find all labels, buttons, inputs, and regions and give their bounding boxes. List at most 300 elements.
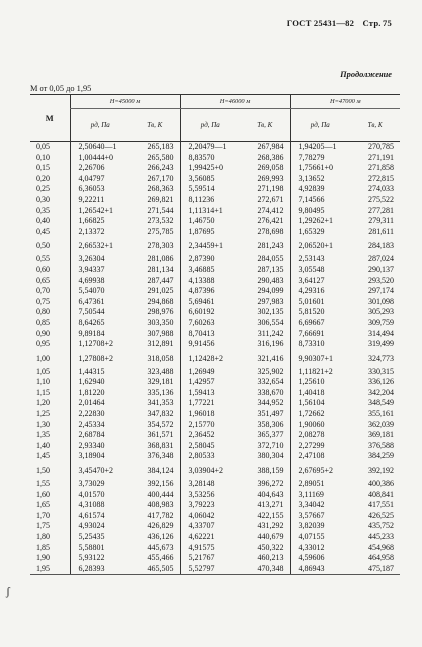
- cell-temp-2: 269,058: [257, 163, 284, 173]
- cell-pressure-3: 9,90307+1: [290, 350, 350, 367]
- cell-temp-1: 426,829: [147, 521, 174, 531]
- cell-temp-2: 396,272: [257, 479, 284, 489]
- cell-pressure-2: 1,46750: [180, 216, 240, 227]
- cell-pressure-2: 2,58045: [180, 441, 240, 452]
- cell-temp-1: 269,821: [147, 194, 174, 204]
- cell-mach: 1,55: [36, 479, 50, 489]
- cell-pressure-3: 4,92839: [290, 184, 350, 195]
- cell-pressure-3: 3,11169: [290, 490, 350, 501]
- cell-mach: 1,80: [36, 532, 50, 541]
- cell-temp-3: 454,968: [368, 542, 394, 552]
- cell-temp-3: 277,281: [368, 205, 394, 215]
- cell-temp-1: 307,988: [147, 328, 174, 338]
- cell-pressure-1: 3,73029: [70, 479, 130, 490]
- cell-pressure-3: 2,06520+1: [290, 237, 350, 254]
- cell-temp-3: 287,024: [368, 254, 394, 264]
- table-row: [30, 564, 400, 575]
- table-row: [30, 543, 400, 554]
- cell-mach: 0,75: [36, 296, 50, 306]
- cell-pressure-2: 1,11314+1: [180, 206, 240, 217]
- cell-pressure-1: 2,68784: [70, 430, 130, 441]
- cell-pressure-1: 3,94337: [70, 265, 130, 276]
- cell-pressure-2: 5,21767: [180, 553, 240, 564]
- cell-pressure-1: 6,28393: [70, 564, 130, 575]
- cell-temp-2: 290,483: [257, 275, 284, 285]
- cell-temp-3: 305,293: [368, 307, 394, 317]
- cell-pressure-2: 1,42957: [180, 377, 240, 388]
- cell-mach: 1,35: [36, 430, 50, 440]
- cell-pressure-3: 7,14566: [290, 195, 350, 206]
- table-row: [30, 163, 400, 174]
- cell-pressure-3: 1,72662: [290, 409, 350, 420]
- table-row: [30, 216, 400, 227]
- cell-pressure-3: 1,90060: [290, 420, 350, 431]
- table-row: [30, 532, 400, 543]
- range-label: М от 0,05 до 1,95: [30, 84, 92, 93]
- table-row: [30, 388, 400, 399]
- cell-temp-1: 291,025: [147, 286, 174, 296]
- cell-temp-2: 388,159: [257, 466, 284, 476]
- cell-mach: 0,55: [36, 254, 50, 264]
- cell-mach: 1,00: [36, 353, 50, 363]
- cell-pressure-1: 4,69938: [70, 276, 130, 287]
- cell-pressure-3: 3,64127: [290, 276, 350, 287]
- cell-temp-1: 368,831: [147, 440, 174, 450]
- cell-temp-3: 376,588: [368, 440, 394, 450]
- cell-temp-2: 440,679: [257, 532, 284, 541]
- standard-number: ГОСТ 25431—82: [286, 18, 355, 28]
- cell-temp-2: 325,902: [257, 366, 284, 376]
- cell-temp-1: 303,350: [147, 317, 174, 327]
- page-header: [281, 18, 392, 28]
- cell-pressure-2: 6,60192: [180, 307, 240, 318]
- cell-mach: 1,30: [36, 419, 50, 429]
- cell-pressure-1: 1,62940: [70, 377, 130, 388]
- cell-temp-3: 408,841: [368, 489, 394, 499]
- cell-pressure-2: 4,91575: [180, 543, 240, 554]
- cell-pressure-2: 8,70413: [180, 329, 240, 340]
- cell-temp-3: 281,611: [368, 226, 394, 236]
- cell-pressure-2: 5,59514: [180, 184, 240, 195]
- header-temp-1: Tв, К: [130, 109, 180, 142]
- table-row: [30, 184, 400, 195]
- cell-temp-1: 436,126: [147, 532, 174, 541]
- cell-temp-2: 294,099: [257, 286, 284, 296]
- cell-pressure-3: 4,33012: [290, 543, 350, 554]
- cell-pressure-3: 3,57667: [290, 511, 350, 522]
- cell-pressure-1: 1,81220: [70, 388, 130, 399]
- cell-pressure-2: 5,69461: [180, 297, 240, 308]
- table-row: [30, 265, 400, 276]
- table-row: [30, 511, 400, 522]
- cell-temp-3: 369,181: [368, 430, 394, 440]
- cell-pressure-3: 1,25610: [290, 377, 350, 388]
- cell-temp-3: 274,033: [368, 184, 394, 194]
- cell-pressure-3: 2,67695+2: [290, 462, 350, 479]
- cell-pressure-2: 3,46885: [180, 265, 240, 276]
- cell-mach: 1,10: [36, 377, 50, 387]
- cell-pressure-2: 4,33707: [180, 521, 240, 532]
- cell-pressure-1: 2,50640—1: [70, 142, 130, 153]
- table-row: [30, 367, 400, 378]
- header-altitude-2: H=46000 м: [180, 95, 290, 109]
- cell-temp-1: 267,170: [147, 173, 174, 183]
- cell-mach: 1,40: [36, 440, 50, 450]
- cell-temp-2: 271,198: [257, 184, 284, 194]
- data-table-wrapper: [30, 94, 400, 575]
- cell-pressure-3: 1,65329: [290, 227, 350, 238]
- cell-pressure-1: 4,61574: [70, 511, 130, 522]
- cell-pressure-2: 2,36452: [180, 430, 240, 441]
- cell-mach: 0,90: [36, 328, 50, 338]
- cell-pressure-1: 7,50544: [70, 307, 130, 318]
- cell-temp-1: 341,353: [147, 398, 174, 408]
- cell-temp-2: 287,135: [257, 264, 284, 274]
- cell-pressure-1: 9,89184: [70, 329, 130, 340]
- cell-temp-1: 287,447: [147, 275, 174, 285]
- cell-temp-2: 316,196: [257, 339, 284, 349]
- cell-pressure-1: 2,45334: [70, 420, 130, 431]
- cell-pressure-2: 7,60263: [180, 318, 240, 329]
- table-row: [30, 254, 400, 265]
- cell-temp-1: 361,571: [147, 430, 174, 440]
- cell-pressure-2: 2,20479—1: [180, 142, 240, 153]
- page-number: Стр. 75: [362, 18, 392, 28]
- table-row: [30, 430, 400, 441]
- cell-temp-1: 392,156: [147, 479, 174, 489]
- table-row: [30, 276, 400, 287]
- cell-pressure-1: 5,54070: [70, 286, 130, 297]
- cell-temp-3: 330,315: [368, 366, 394, 376]
- cell-temp-2: 268,386: [257, 152, 284, 162]
- cell-temp-1: 298,976: [147, 307, 174, 317]
- table-row: [30, 195, 400, 206]
- cell-temp-3: 355,161: [368, 409, 394, 419]
- cell-pressure-1: 1,26542+1: [70, 206, 130, 217]
- cell-mach: 0,65: [36, 275, 50, 285]
- cell-pressure-3: 1,94205—1: [290, 142, 350, 153]
- cell-pressure-3: 1,75661+0: [290, 163, 350, 174]
- cell-temp-3: 297,174: [368, 286, 394, 296]
- cell-temp-2: 413,271: [257, 500, 284, 510]
- cell-pressure-1: 5,58801: [70, 543, 130, 554]
- cell-temp-1: 312,891: [147, 339, 174, 349]
- cell-pressure-2: 1,26949: [180, 367, 240, 378]
- cell-pressure-3: 3,13652: [290, 174, 350, 185]
- table-row: [30, 553, 400, 564]
- cell-pressure-1: 1,66825: [70, 216, 130, 227]
- cell-temp-2: 278,698: [257, 226, 284, 236]
- cell-temp-1: 347,832: [147, 409, 174, 419]
- header-temp-2: Tв, К: [240, 109, 290, 142]
- cell-mach: 1,05: [36, 366, 50, 376]
- cell-temp-3: 342,204: [368, 387, 394, 397]
- table-row: [30, 227, 400, 238]
- cell-temp-3: 426,525: [368, 510, 394, 520]
- cell-pressure-1: 3,18904: [70, 451, 130, 462]
- cell-pressure-1: 2,01464: [70, 398, 130, 409]
- cell-temp-1: 335,136: [147, 387, 174, 397]
- table-row: [30, 206, 400, 217]
- cell-temp-2: 344,952: [257, 398, 284, 408]
- cell-mach: 1,65: [36, 500, 50, 510]
- continuation-label: Продолжение: [340, 70, 392, 79]
- cell-pressure-3: 2,53143: [290, 254, 350, 265]
- cell-pressure-2: 4,62221: [180, 532, 240, 543]
- table-row: [30, 409, 400, 420]
- cell-pressure-1: 4,04797: [70, 174, 130, 185]
- table-row: [30, 339, 400, 350]
- cell-temp-3: 400,386: [368, 479, 394, 489]
- cell-pressure-1: 4,93024: [70, 521, 130, 532]
- cell-pressure-3: 4,07155: [290, 532, 350, 543]
- cell-mach: 0,50: [36, 241, 50, 251]
- cell-pressure-2: 1,12428+2: [180, 350, 240, 367]
- table-row: [30, 377, 400, 388]
- cell-temp-2: 422,155: [257, 510, 284, 520]
- cell-temp-3: 348,549: [368, 398, 394, 408]
- cell-temp-2: 284,055: [257, 254, 284, 264]
- cell-temp-3: 293,520: [368, 275, 394, 285]
- table-row: [30, 286, 400, 297]
- cell-pressure-2: 3,53256: [180, 490, 240, 501]
- cell-pressure-3: 4,86943: [290, 564, 350, 575]
- header-altitude-3: H=47000 м: [290, 95, 400, 109]
- cell-temp-1: 323,488: [147, 366, 174, 376]
- cell-temp-3: 324,773: [368, 353, 394, 363]
- cell-temp-1: 281,134: [147, 264, 174, 274]
- cell-temp-3: 319,499: [368, 339, 394, 349]
- cell-temp-3: 445,233: [368, 532, 394, 541]
- cell-mach: 0,70: [36, 286, 50, 296]
- cell-mach: 1,85: [36, 542, 50, 552]
- table-row: [30, 350, 400, 367]
- cell-temp-2: 276,421: [257, 216, 284, 226]
- cell-pressure-1: 9,22211: [70, 195, 130, 206]
- cell-pressure-2: 4,87396: [180, 286, 240, 297]
- cell-mach: 1,45: [36, 451, 50, 461]
- cell-pressure-3: 1,56104: [290, 398, 350, 409]
- cell-pressure-2: 3,28148: [180, 479, 240, 490]
- table-row: [30, 174, 400, 185]
- cell-mach: 1,95: [30, 564, 70, 575]
- cell-pressure-1: 3,45470+2: [70, 462, 130, 479]
- cell-temp-1: 265,183: [147, 142, 174, 151]
- cell-temp-2: 380,304: [257, 451, 284, 461]
- cell-temp-1: 265,580: [147, 152, 174, 162]
- table-row: [30, 297, 400, 308]
- header-altitude-1: H=45000 м: [70, 95, 180, 109]
- cell-pressure-3: 2,27299: [290, 441, 350, 452]
- cell-pressure-1: 2,66532+1: [70, 237, 130, 254]
- cell-pressure-1: 4,01570: [70, 490, 130, 501]
- cell-pressure-3: 5,81520: [290, 307, 350, 318]
- cell-mach: 0,15: [36, 163, 50, 173]
- cell-pressure-3: 2,08278: [290, 430, 350, 441]
- cell-pressure-2: 3,03904+2: [180, 462, 240, 479]
- cell-pressure-3: 9,80495: [290, 206, 350, 217]
- table-row: [30, 500, 400, 511]
- cell-pressure-3: 8,73310: [290, 339, 350, 350]
- table-row: [30, 451, 400, 462]
- cell-temp-1: 465,505: [130, 564, 180, 575]
- cell-pressure-2: 2,15770: [180, 420, 240, 431]
- cell-temp-1: 445,673: [147, 542, 174, 552]
- cell-temp-2: 269,993: [257, 173, 284, 183]
- cell-mach: 0,10: [36, 152, 50, 162]
- cell-mach: 1,70: [36, 510, 50, 520]
- cell-pressure-2: 2,80533: [180, 451, 240, 462]
- cell-mach: 0,60: [36, 264, 50, 274]
- cell-temp-3: 314,494: [368, 328, 394, 338]
- cell-temp-3: 301,098: [368, 296, 394, 306]
- cell-pressure-2: 1,96018: [180, 409, 240, 420]
- cell-mach: 1,25: [36, 409, 50, 419]
- cell-temp-2: 306,554: [257, 317, 284, 327]
- cell-temp-2: 431,292: [257, 521, 284, 531]
- cell-temp-2: 272,671: [257, 194, 284, 204]
- header-pressure-2: pд, Па: [180, 109, 240, 142]
- table-row: [30, 420, 400, 431]
- cell-temp-3: 270,785: [368, 142, 394, 151]
- cell-mach: 0,05: [36, 142, 50, 151]
- cell-pressure-1: 5,93122: [70, 553, 130, 564]
- cell-temp-2: 274,412: [257, 205, 284, 215]
- cell-temp-1: 275,785: [147, 226, 174, 236]
- margin-mark: ʃ: [6, 584, 10, 598]
- cell-mach: 1,60: [36, 489, 50, 499]
- cell-temp-1: 318,058: [147, 353, 174, 363]
- cell-pressure-2: 1,99425+0: [180, 163, 240, 174]
- cell-mach: 0,80: [36, 307, 50, 317]
- cell-pressure-2: 3,79223: [180, 500, 240, 511]
- cell-pressure-1: 1,27808+2: [70, 350, 130, 367]
- cell-mach: 1,20: [36, 398, 50, 408]
- cell-temp-3: 271,858: [368, 163, 394, 173]
- header-pressure-1: pд, Па: [70, 109, 130, 142]
- cell-pressure-1: 2,93340: [70, 441, 130, 452]
- cell-pressure-3: 2,89051: [290, 479, 350, 490]
- table-row: [30, 490, 400, 501]
- cell-temp-2: 358,306: [257, 419, 284, 429]
- cell-temp-3: 272,815: [368, 173, 394, 183]
- table-row: [30, 153, 400, 164]
- cell-mach: 0,35: [36, 205, 50, 215]
- table-row: [30, 521, 400, 532]
- cell-pressure-3: 3,82039: [290, 521, 350, 532]
- cell-pressure-1: 8,64265: [70, 318, 130, 329]
- cell-temp-1: 271,544: [147, 205, 174, 215]
- cell-temp-3: 309,759: [368, 317, 394, 327]
- cell-temp-1: 354,572: [147, 419, 174, 429]
- cell-temp-3: 284,183: [368, 241, 394, 251]
- cell-temp-3: 417,551: [368, 500, 394, 510]
- cell-pressure-1: 2,13372: [70, 227, 130, 238]
- cell-temp-2: 470,348: [240, 564, 290, 575]
- cell-pressure-2: 8,83570: [180, 153, 240, 164]
- cell-temp-3: 384,259: [368, 451, 394, 461]
- cell-temp-1: 281,086: [147, 254, 174, 264]
- cell-temp-1: 294,868: [147, 296, 174, 306]
- cell-mach: 0,85: [36, 317, 50, 327]
- cell-pressure-1: 1,44315: [70, 367, 130, 378]
- cell-temp-2: 311,242: [257, 328, 284, 338]
- cell-temp-1: 376,348: [147, 451, 174, 461]
- cell-pressure-1: 1,00444+0: [70, 153, 130, 164]
- cell-temp-3: 435,752: [368, 521, 394, 531]
- cell-temp-1: 417,782: [147, 510, 174, 520]
- cell-pressure-2: 9,91456: [180, 339, 240, 350]
- table-row: [30, 479, 400, 490]
- cell-pressure-1: 3,26304: [70, 254, 130, 265]
- cell-pressure-2: 1,77221: [180, 398, 240, 409]
- cell-pressure-2: 2,34459+1: [180, 237, 240, 254]
- cell-mach: 0,45: [36, 226, 50, 236]
- cell-pressure-3: 3,05548: [290, 265, 350, 276]
- table-row: [30, 142, 400, 153]
- cell-temp-2: 351,497: [257, 409, 284, 419]
- cell-pressure-1: 5,25435: [70, 532, 130, 543]
- table-row: [30, 307, 400, 318]
- cell-temp-2: 372,710: [257, 440, 284, 450]
- cell-temp-2: 281,243: [257, 241, 284, 251]
- cell-temp-3: 475,187: [350, 564, 400, 575]
- cell-temp-3: 271,191: [368, 152, 394, 162]
- table-row: [30, 318, 400, 329]
- cell-temp-1: 268,363: [147, 184, 174, 194]
- cell-pressure-3: 2,47108: [290, 451, 350, 462]
- cell-temp-2: 321,416: [257, 353, 284, 363]
- cell-temp-2: 404,643: [257, 489, 284, 499]
- cell-pressure-2: 5,52797: [180, 564, 240, 575]
- cell-pressure-2: 4,06042: [180, 511, 240, 522]
- cell-temp-1: 455,466: [147, 553, 174, 563]
- cell-temp-1: 266,243: [147, 163, 174, 173]
- cell-temp-3: 392,192: [368, 466, 394, 476]
- table-row: [30, 237, 400, 254]
- header-m: М: [30, 95, 70, 142]
- cell-temp-1: 273,532: [147, 216, 174, 226]
- cell-mach: 1,50: [36, 466, 50, 476]
- cell-pressure-1: 2,22830: [70, 409, 130, 420]
- cell-pressure-2: 2,87390: [180, 254, 240, 265]
- cell-mach: 0,20: [36, 173, 50, 183]
- table-row: [30, 329, 400, 340]
- cell-pressure-2: 8,11236: [180, 195, 240, 206]
- cell-pressure-3: 1,40418: [290, 388, 350, 399]
- cell-temp-2: 460,213: [257, 553, 284, 563]
- cell-pressure-1: 2,26706: [70, 163, 130, 174]
- cell-pressure-2: 1,59413: [180, 388, 240, 399]
- table-row: [30, 398, 400, 409]
- cell-pressure-3: 5,01601: [290, 297, 350, 308]
- cell-pressure-3: 1,29262+1: [290, 216, 350, 227]
- cell-temp-3: 362,039: [368, 419, 394, 429]
- cell-pressure-1: 1,12708+2: [70, 339, 130, 350]
- cell-temp-1: 278,303: [147, 241, 174, 251]
- cell-temp-3: 464,958: [368, 553, 394, 563]
- cell-mach: 0,30: [36, 194, 50, 204]
- table-body: [30, 142, 400, 575]
- cell-temp-2: 365,377: [257, 430, 284, 440]
- cell-temp-3: 275,522: [368, 194, 394, 204]
- cell-temp-3: 336,126: [368, 377, 394, 387]
- cell-pressure-1: 6,36053: [70, 184, 130, 195]
- cell-temp-2: 450,322: [257, 542, 284, 552]
- cell-temp-1: 329,181: [147, 377, 174, 387]
- atmosphere-table: [30, 94, 400, 575]
- cell-temp-3: 279,311: [368, 216, 394, 226]
